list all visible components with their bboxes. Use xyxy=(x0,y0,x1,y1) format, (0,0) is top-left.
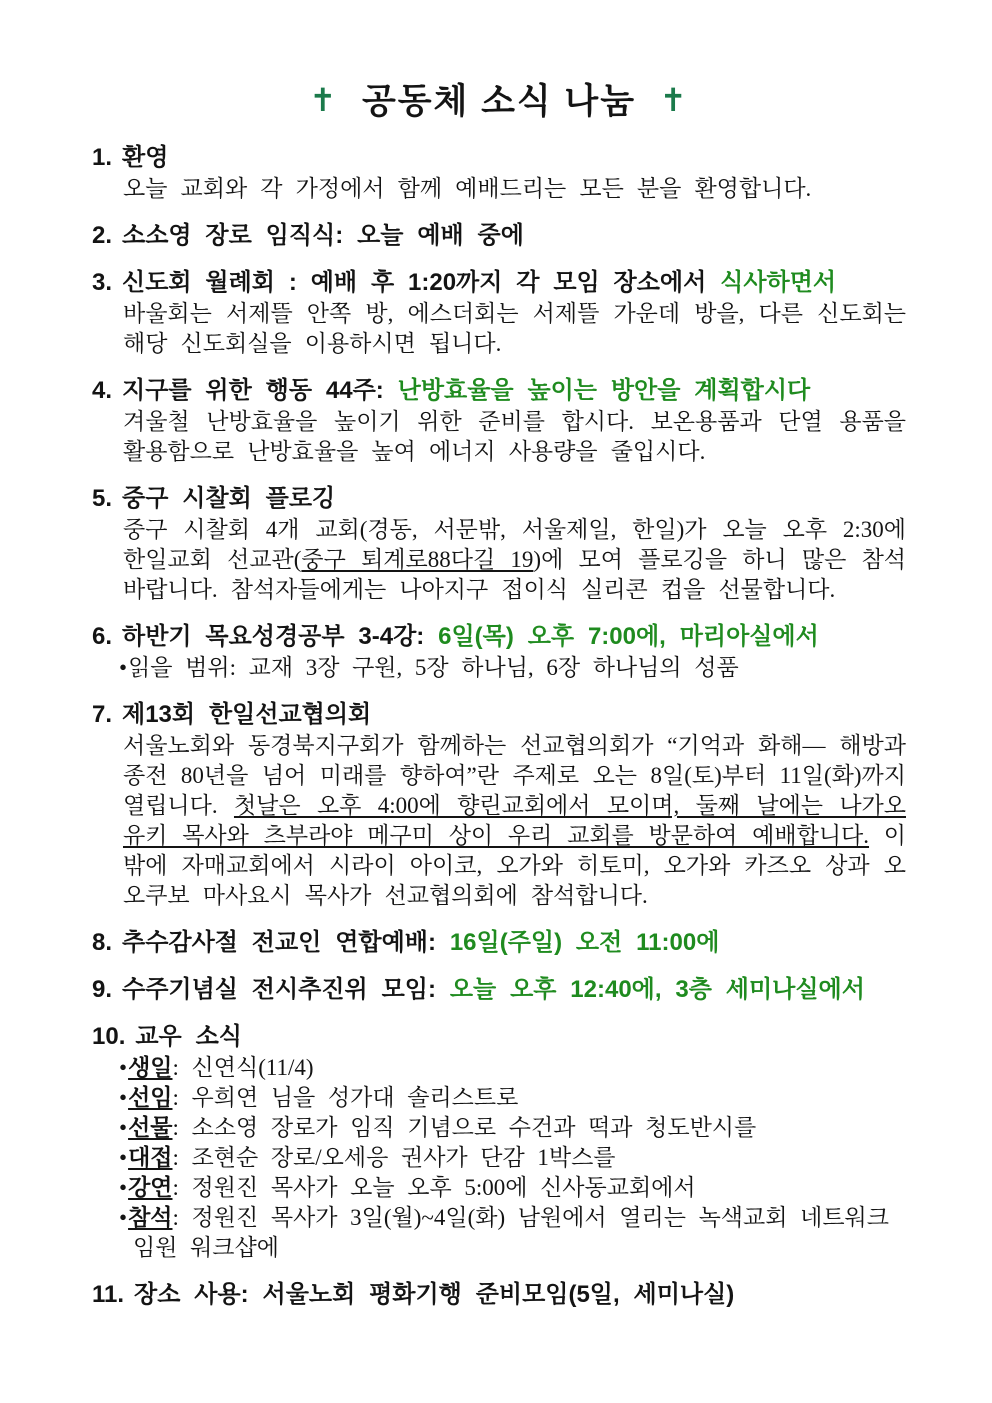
item-number: 7. xyxy=(92,701,113,728)
item-1-welcome xyxy=(92,142,906,204)
item-heading-text: 제13회 한일선교협의회 xyxy=(122,701,372,728)
body-run: )에 모여 플로깅을 하니 많은 참석 바랍니다. 참석자들에게는 나아지구 접이식 실리콘 컵을 선물합니다. xyxy=(123,547,907,602)
item-4-heading xyxy=(92,375,906,406)
item-heading-text xyxy=(122,267,836,298)
item-5-heading xyxy=(92,483,906,514)
item-7-heading xyxy=(92,699,906,730)
list-item xyxy=(119,653,906,683)
item-heading-text: 소소영 장로 임직식: 오늘 예배 중에 xyxy=(122,222,524,249)
item-number: 11. xyxy=(92,1281,125,1308)
item-10-bullets xyxy=(119,1053,906,1263)
bullet-label: 선물 xyxy=(128,1115,173,1140)
bullet-text: : 소소영 장로가 임직 기념으로 수건과 떡과 청도반시를 xyxy=(172,1115,757,1140)
item-number: 3. xyxy=(92,269,113,296)
item-number: 8. xyxy=(92,929,113,956)
item-heading-text xyxy=(122,927,719,958)
heading-run-black: 신도회 월례회 : 예배 후 1:20까지 각 모임 장소에서 xyxy=(122,269,721,296)
bullet-label: 대접 xyxy=(128,1145,173,1170)
body-run-underlined-schedule: 첫날은 오후 4:00에 향린교회에서 모이며, 둘째 날에는 나가오 유키 목사와 츠부라야 메구미 상이 우리 교회를 방문하여 예배합니다. xyxy=(123,793,906,848)
bullet-text: : 조현순 장로/오세응 권사가 단감 1박스를 xyxy=(172,1145,616,1170)
heading-run-green: 16일(주일) 오전 11:00에 xyxy=(449,929,720,956)
item-number: 4. xyxy=(92,377,113,404)
bullet-text: : 정원진 목사가 3일(월)~4일(화) 남원에서 열리는 녹색교회 네트워크 임원 워크샵에 xyxy=(133,1205,889,1260)
list-item-attendance xyxy=(119,1203,906,1263)
bullet-text: : 신연식(11/4) xyxy=(172,1055,314,1080)
item-6-bullets xyxy=(119,653,906,683)
item-heading-text xyxy=(122,974,865,1005)
item-2-ordination xyxy=(92,220,906,251)
bullet-label: 생일 xyxy=(128,1055,173,1080)
list-item-birthday xyxy=(119,1053,906,1083)
bullet-icon: • xyxy=(119,1145,128,1170)
page-title xyxy=(92,78,906,126)
bullet-label: 선임 xyxy=(128,1085,173,1110)
body-run: 이밖에 자매교회에서 시라이 아이코, 오가와 히토미, 오가와 카즈오 상과 오오쿠보 마사요시 목사가 선교협의회에 참석합니다. xyxy=(123,823,907,908)
item-3-heading xyxy=(92,267,906,298)
item-3-body: 바울회는 서제뜰 안쪽 방, 에스더회는 서제뜰 가운데 방을, 다른 신도회는 해당 신도회실을 이용하시면 됩니다. xyxy=(123,301,906,356)
heading-run-green: 6일(목) 오후 7:00에, 마리아실에서 xyxy=(438,623,819,650)
heading-run-green: 난방효율을 높이는 방안을 계획합시다 xyxy=(397,377,811,404)
item-5-body xyxy=(123,515,906,605)
list-item-lecture xyxy=(119,1173,906,1203)
item-6-bible-study xyxy=(92,621,906,683)
bullet-icon: • xyxy=(119,1115,128,1140)
body-run: 서울노회와 동경북지구회가 함께하는 선교협의회가 “기억과 화해— 해방과 종전 80년을 넘어 미래를 향하여”란 주제로 오는 8일(토)부터 11일(화)까지 열립니다. xyxy=(123,733,906,818)
bullet-label: 참석 xyxy=(128,1205,173,1230)
item-8-thanksgiving-service xyxy=(92,927,906,958)
item-5-plogging xyxy=(92,483,906,605)
item-9-heading xyxy=(92,974,906,1005)
item-10-member-news xyxy=(92,1021,906,1263)
item-10-heading xyxy=(92,1021,906,1052)
bullet-text: : 우희연 님을 성가대 솔리스트로 xyxy=(172,1085,519,1110)
heading-run-black: 지구를 위한 행동 44주: xyxy=(122,377,398,404)
bullet-icon: • xyxy=(119,655,128,680)
bullet-icon: • xyxy=(119,1055,128,1080)
item-number: 9. xyxy=(92,976,113,1003)
list-item-appointment xyxy=(119,1083,906,1113)
item-7-body xyxy=(123,731,906,911)
heading-run-green: 식사하면서 xyxy=(720,269,837,296)
item-3-monthly-meeting xyxy=(92,267,906,359)
bullet-icon: • xyxy=(119,1085,128,1110)
item-number: 5. xyxy=(92,485,113,512)
bullet-label: 강연 xyxy=(128,1175,173,1200)
item-4-body: 겨울철 난방효율을 높이기 위한 준비를 합시다. 보온용품과 단열 용품을 활용함으로 난방효율을 높여 에너지 사용량을 줄입시다. xyxy=(123,409,906,464)
item-6-heading xyxy=(92,621,906,652)
item-4-earth-action xyxy=(92,375,906,467)
item-8-heading xyxy=(92,927,906,958)
list-item-gift xyxy=(119,1113,906,1143)
item-number: 2. xyxy=(92,222,113,249)
cross-icon-left: ✝ xyxy=(309,81,339,119)
bullet-text: 읽을 범위: 교재 3장 구원, 5장 하나님, 6장 하나님의 성품 xyxy=(128,655,739,680)
item-11-heading xyxy=(92,1279,906,1310)
heading-run-black: 하반기 목요성경공부 3-4강: xyxy=(122,623,439,650)
item-heading-text xyxy=(122,621,819,652)
heading-run-black: 수주기념실 전시추진위 모임: xyxy=(122,976,450,1003)
item-heading-text: 중구 시찰회 플로깅 xyxy=(122,485,336,512)
cross-icon-right: ✝ xyxy=(659,81,689,119)
page-title-text: 공동체 소식 나눔 xyxy=(361,82,637,121)
body-run-underlined-address: 중구 퇴계로88다길 19 xyxy=(301,547,534,572)
item-number: 1. xyxy=(92,144,113,171)
item-11-venue-use xyxy=(92,1279,906,1310)
item-1-body: 오늘 교회와 각 가정에서 함께 예배드리는 모든 분을 환영합니다. xyxy=(123,176,812,201)
bullet-icon: • xyxy=(119,1205,128,1230)
item-heading-text: 환영 xyxy=(122,144,169,171)
item-7-mission-council xyxy=(92,699,906,911)
item-number: 10. xyxy=(92,1023,126,1050)
item-heading-text xyxy=(122,375,810,406)
bullet-icon: • xyxy=(119,1175,128,1200)
item-1-heading xyxy=(92,142,906,173)
item-9-memorial-committee xyxy=(92,974,906,1005)
body-run: 중구 시찰회 4개 교회(경동, 서문밖, 서울제일, 한일)가 오늘 오후 2:30에 한일교회 선교관( xyxy=(123,517,906,572)
item-2-heading xyxy=(92,220,906,251)
heading-run-green: 오늘 오후 12:40에, 3층 세미나실에서 xyxy=(449,976,865,1003)
list-item-treat xyxy=(119,1143,906,1173)
item-number: 6. xyxy=(92,623,113,650)
heading-run-black: 추수감사절 전교인 연합예배: xyxy=(122,929,450,956)
item-heading-text: 장소 사용: 서울노회 평화기행 준비모임(5일, 세미나실) xyxy=(134,1281,735,1308)
item-heading-text: 교우 소식 xyxy=(135,1023,242,1050)
bullet-text: : 정원진 목사가 오늘 오후 5:00에 신사동교회에서 xyxy=(172,1175,696,1200)
